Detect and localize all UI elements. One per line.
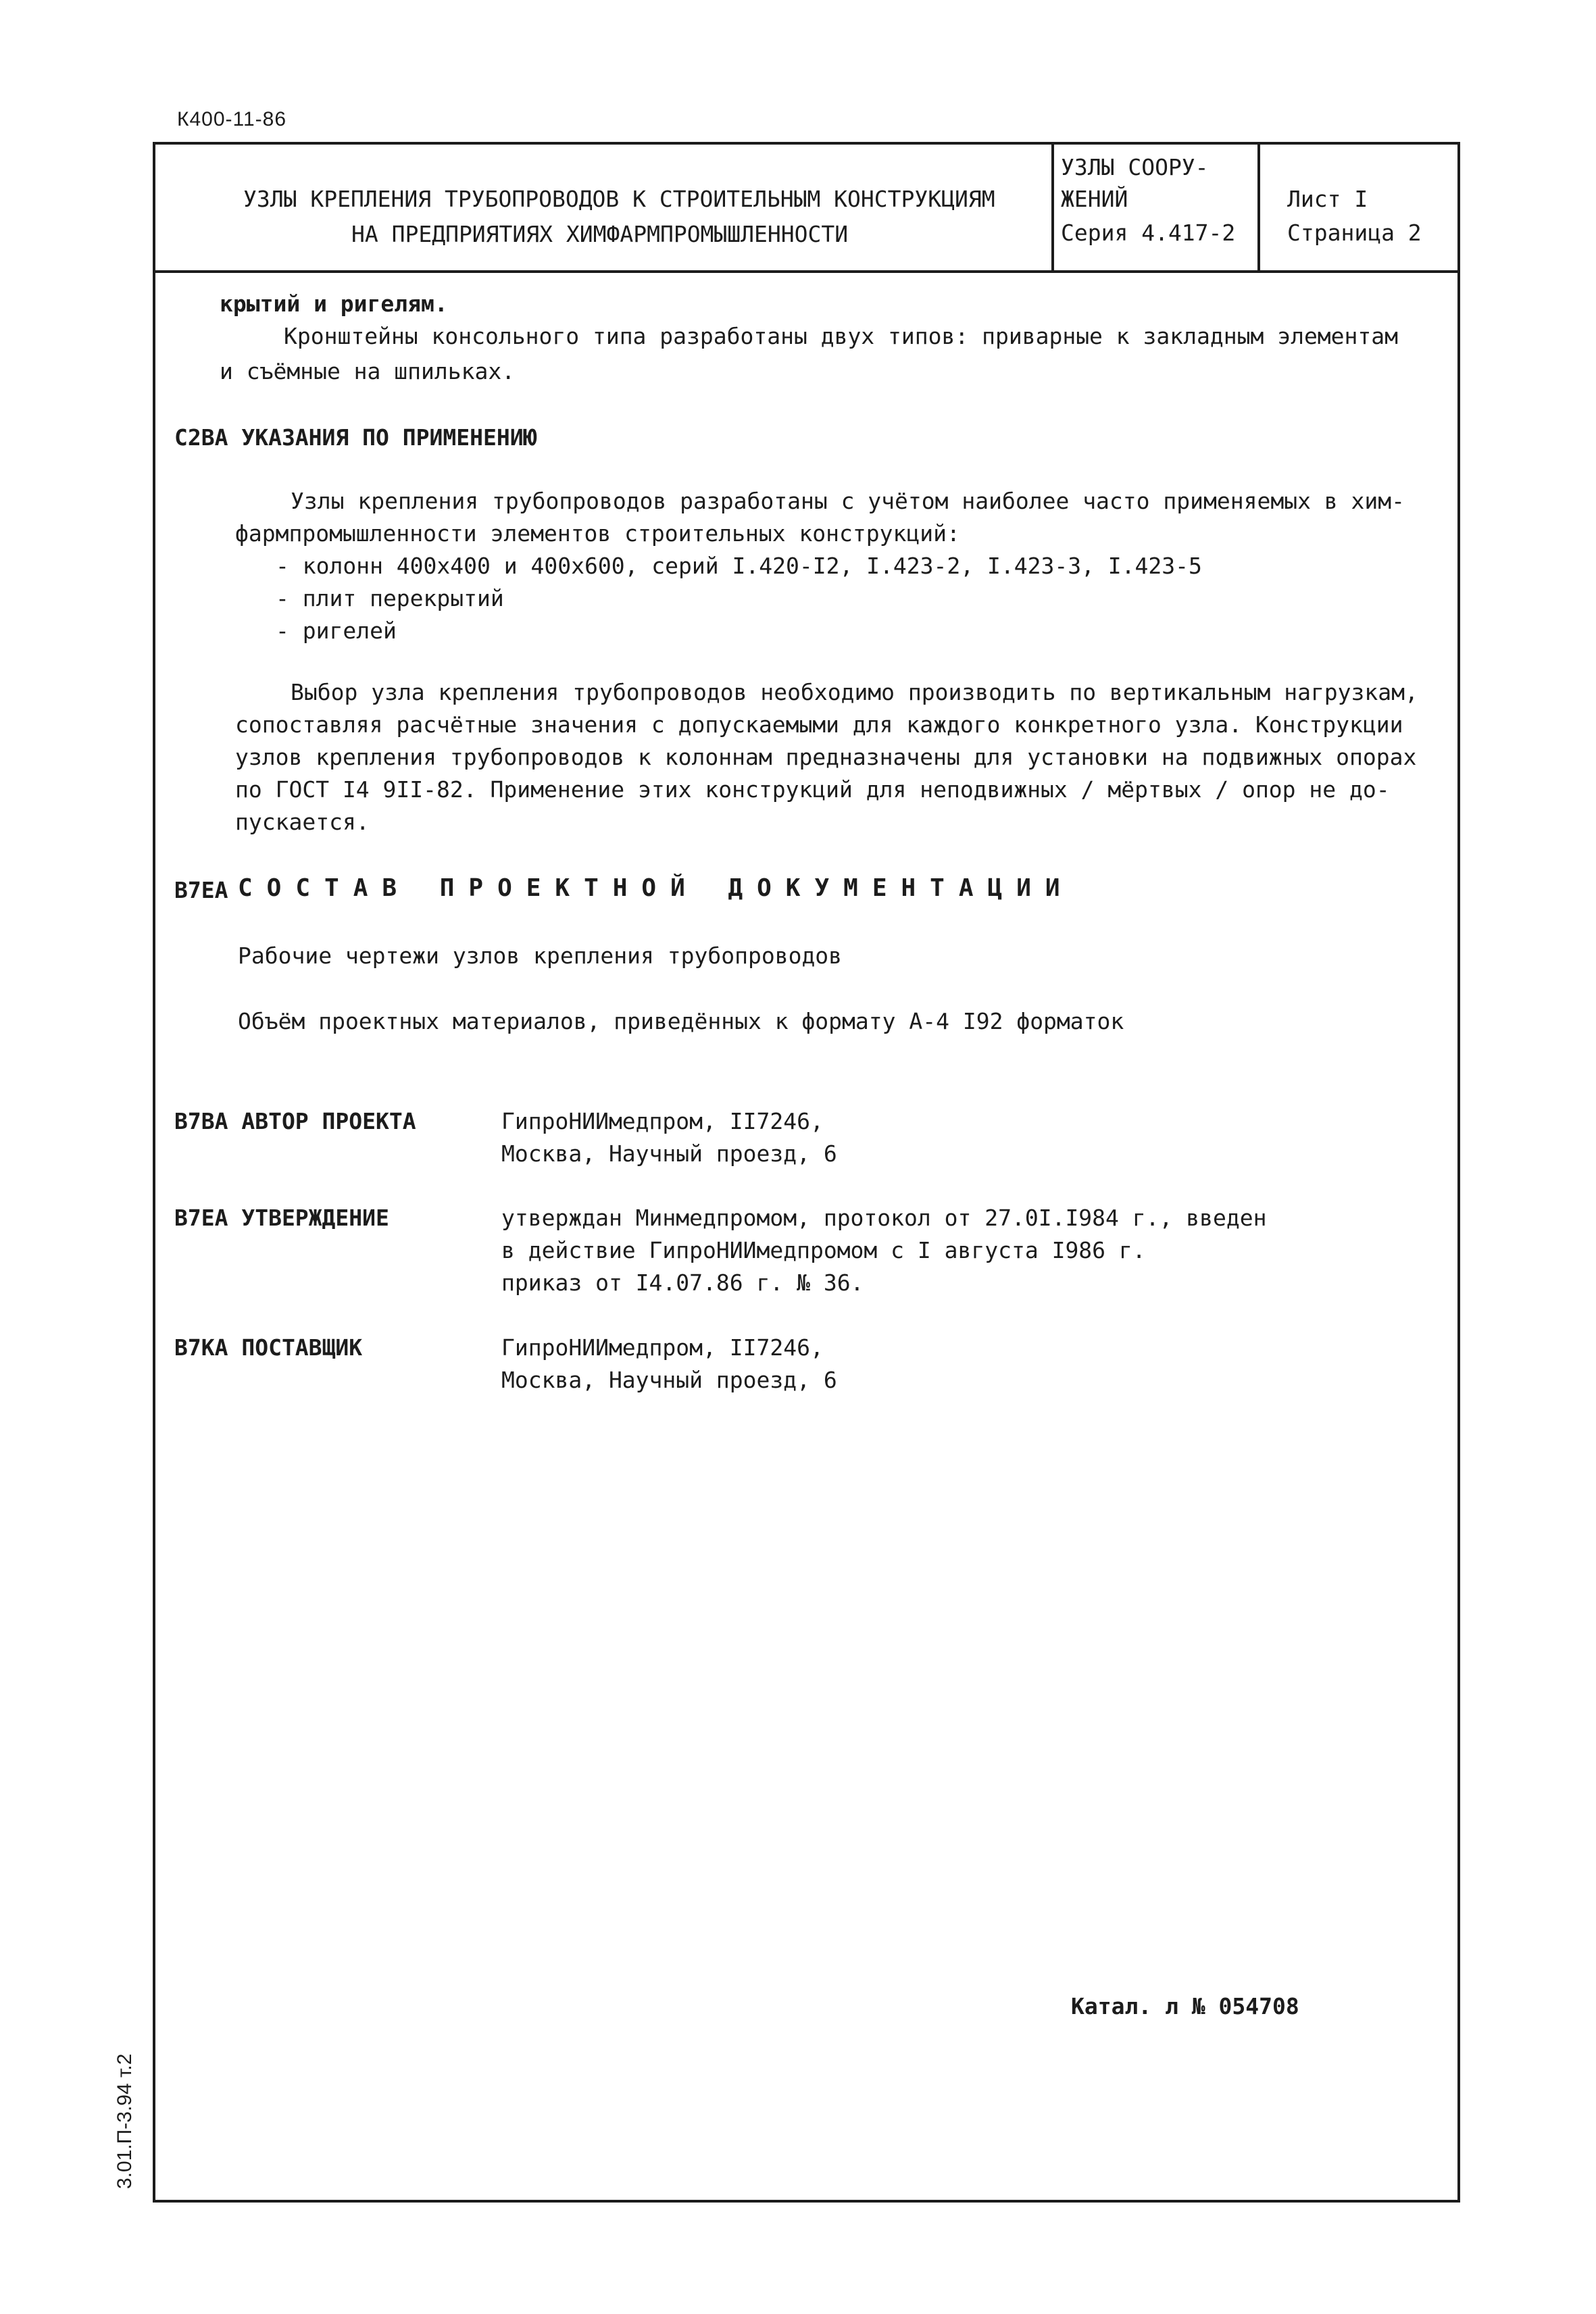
usage-paragraph2-line1: Выбор узла крепления трубопроводов необходимо производить по вертикальным нагрузкам, xyxy=(291,679,1418,705)
approval-line1: утверждан Минмедпромом, протокол от 27.0I.I984 г., введен xyxy=(501,1205,1267,1231)
header-series: Серия 4.417-2 xyxy=(1061,220,1236,246)
composition-line2: Объём проектных материалов, приведённых к формату А-4 I92 форматок xyxy=(238,1008,1124,1034)
header-section-line2: ЖЕНИЙ xyxy=(1061,186,1128,212)
title-block-divider xyxy=(1051,142,1054,273)
page-frame xyxy=(153,142,1460,2203)
header-title-line1: УЗЛЫ КРЕПЛЕНИЯ ТРУБОПРОВОДОВ К СТРОИТЕЛЬНЫМ КОНСТРУКЦИЯМ xyxy=(243,186,995,212)
side-code: 3.01.П-3.94 т.2 xyxy=(114,2053,136,2189)
header-title-line2: НА ПРЕДПРИЯТИЯХ ХИМФАРМПРОМЫШЛЕННОСТИ xyxy=(351,221,849,247)
section-heading-supplier: В7КА ПОСТАВЩИК xyxy=(174,1334,363,1361)
approval-line3: приказ от I4.07.86 г. № 36. xyxy=(501,1269,864,1296)
author-line1: ГипроНИИмедпром, II7246, xyxy=(501,1108,824,1134)
usage-paragraph2-line4: по ГОСТ I4 9II-82. Применение этих конструкций для неподвижных / мёртвых / опор не до- xyxy=(235,776,1390,803)
intro-line3: и съёмные на шпильках. xyxy=(220,358,516,384)
composition-line1: Рабочие чертежи узлов крепления трубопроводов xyxy=(238,942,843,969)
section-code-composition: В7ЕА xyxy=(174,877,228,903)
section-heading-approval: В7ЕА УТВЕРЖДЕНИЕ xyxy=(174,1205,389,1231)
intro-line1: крытий и ригелям. xyxy=(220,291,448,317)
usage-paragraph2-line5: пускается. xyxy=(235,809,370,835)
usage-paragraph1-line2: фармпромышленности элементов строительных конструкций: xyxy=(235,520,960,547)
section-heading-usage: С2ВА УКАЗАНИЯ ПО ПРИМЕНЕНИЮ xyxy=(174,424,537,451)
usage-paragraph2-line2: сопоставляя расчётные значения с допускаемыми для каждого конкретного узла. Конструкции xyxy=(235,711,1403,738)
usage-list-item: - колонн 400х400 и 400х600, серий I.420-I2, I.423-2, I.423-3, I.423-5 xyxy=(276,553,1202,579)
usage-paragraph1-line1: Узлы крепления трубопроводов разработаны с учётом наиболее часто применяемых в хим- xyxy=(291,488,1405,514)
usage-list-item: - ригелей xyxy=(276,618,397,644)
document-code: К400-11-86 xyxy=(177,108,287,130)
supplier-line2: Москва, Научный проезд, 6 xyxy=(501,1367,837,1393)
title-block-divider xyxy=(1257,142,1260,273)
author-line2: Москва, Научный проезд, 6 xyxy=(501,1140,837,1167)
header-sheet: Лист I xyxy=(1287,186,1368,212)
usage-paragraph2-line3: узлов крепления трубопроводов к колоннам предназначены для установки на подвижных опорах xyxy=(235,744,1417,770)
section-heading-author: В7ВА АВТОР ПРОЕКТА xyxy=(174,1108,416,1134)
usage-list-item: - плит перекрытий xyxy=(276,585,504,611)
intro-line2: Кронштейны консольного типа разработаны двух типов: приварные к закладным элементам xyxy=(284,323,1399,349)
supplier-line1: ГипроНИИмедпром, II7246, xyxy=(501,1334,824,1361)
catalog-number: Катал. л № 054708 xyxy=(1071,1993,1299,2019)
header-section-line1: УЗЛЫ СООРУ- xyxy=(1061,154,1209,180)
header-page: Страница 2 xyxy=(1287,220,1422,246)
approval-line2: в действие ГипроНИИмедпромом с I августа I986 г. xyxy=(501,1237,1146,1263)
section-heading-composition: СОСТАВ ПРОЕКТНОЙ ДОКУМЕНТАЦИИ xyxy=(238,874,1074,902)
